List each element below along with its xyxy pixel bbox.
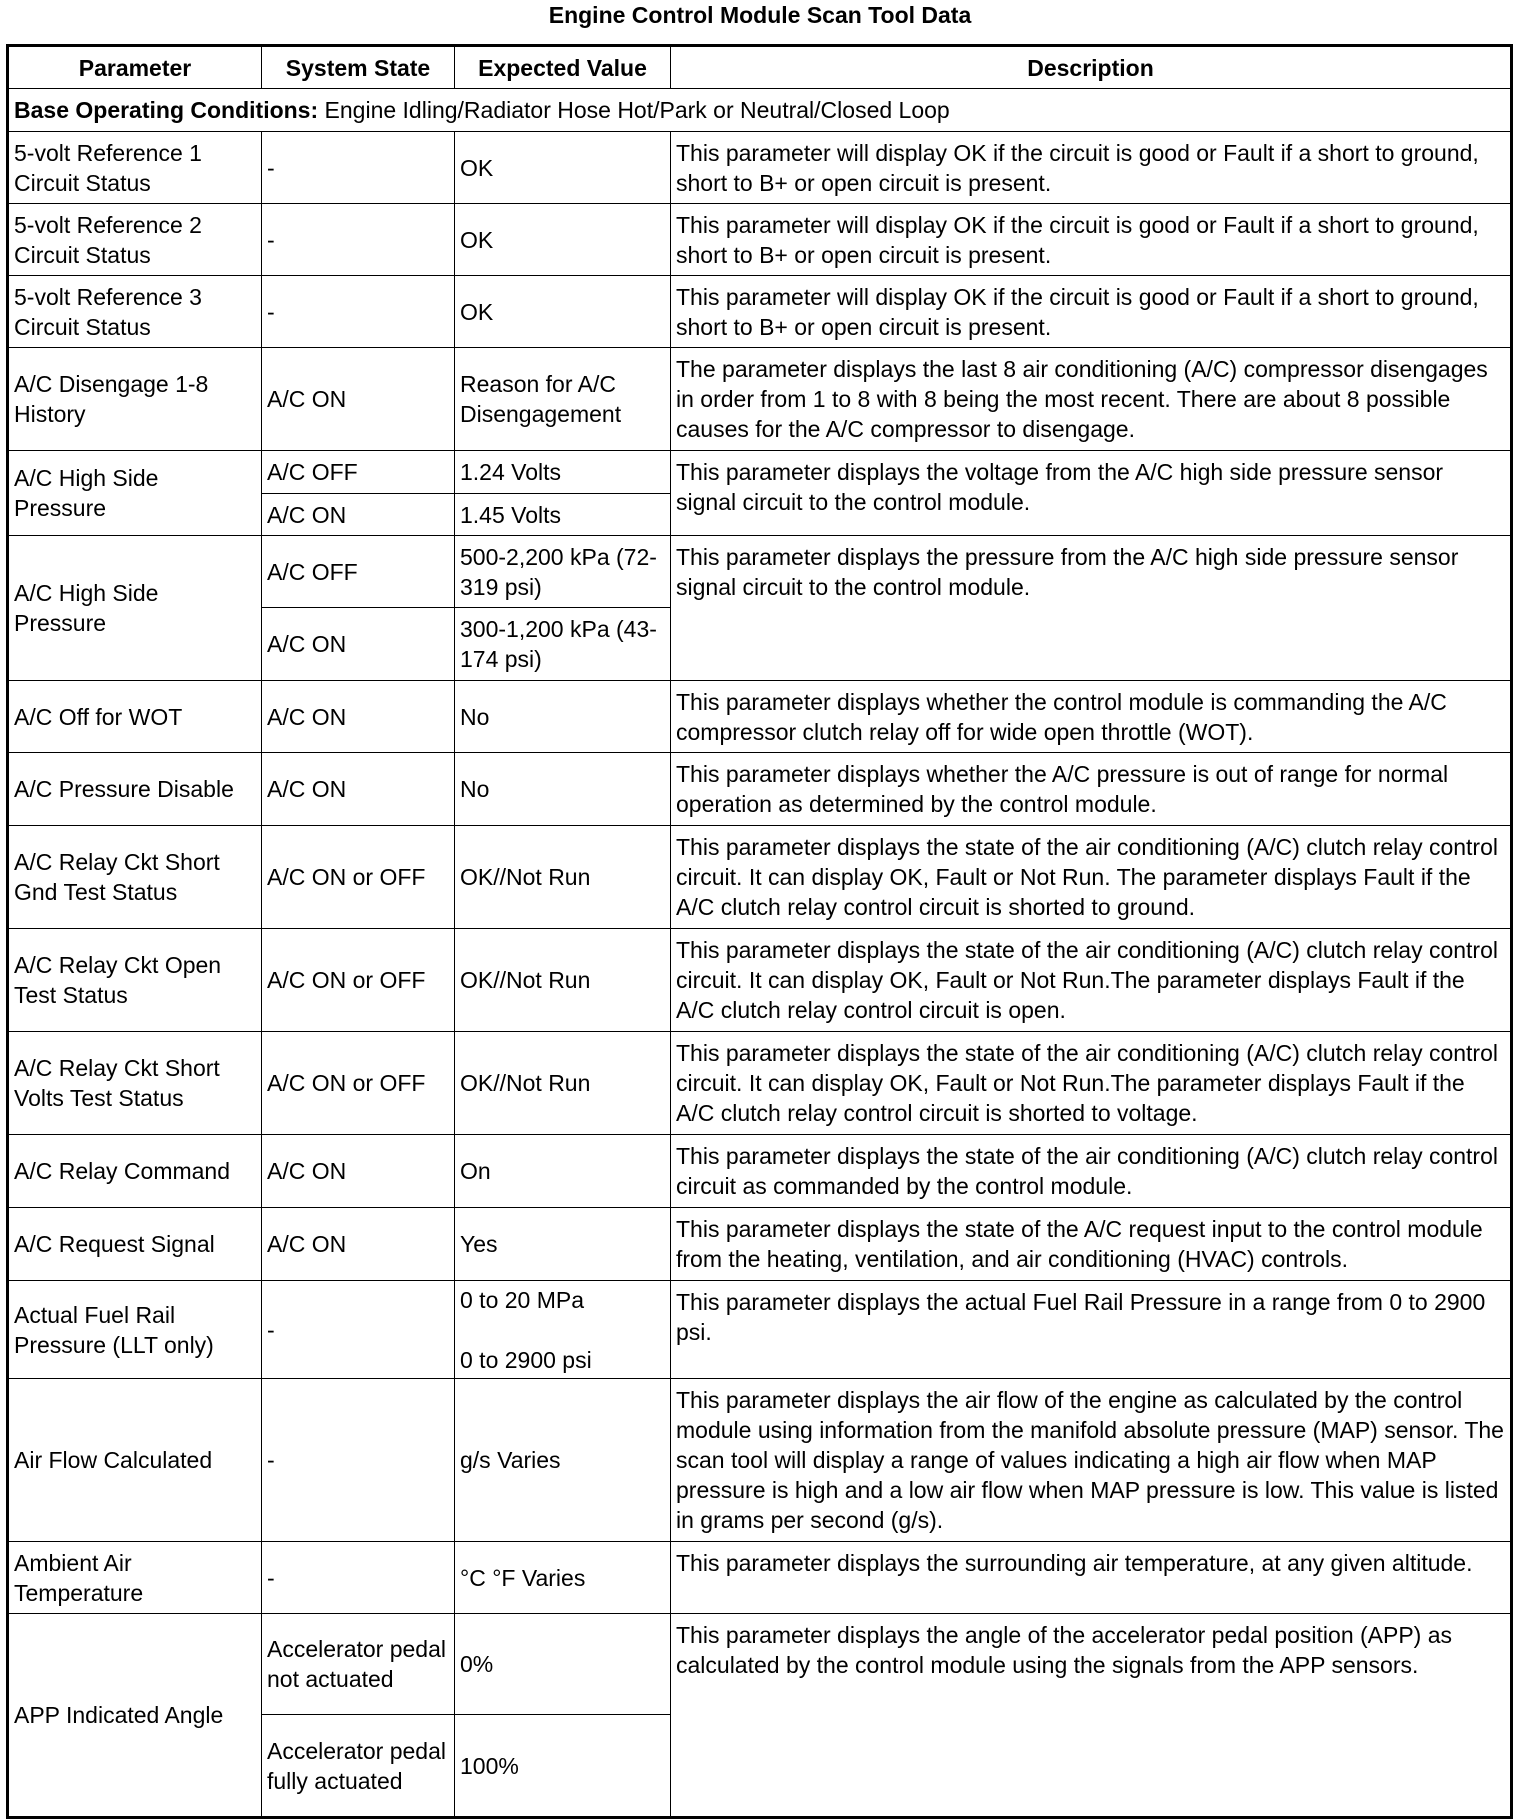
description-cell: This parameter will display OK if the circuit is good or Fault if a short to ground, short to B+ or open circuit is present. xyxy=(671,204,1512,276)
system-state-cell: A/C ON xyxy=(262,1135,455,1208)
parameter-cell: 5-volt Reference 3 Circuit Status xyxy=(8,276,262,348)
table-row xyxy=(8,1542,1512,1614)
table-row xyxy=(8,826,1512,929)
expected-value-cell: 300-1,200 kPa (43-174 psi) xyxy=(455,608,671,681)
table-row xyxy=(8,929,1512,1032)
system-state-cell: Accelerator pedal fully actuated xyxy=(262,1715,455,1818)
base-conditions-text: Engine Idling/Radiator Hose Hot/Park or Neutral/Closed Loop xyxy=(318,97,950,123)
base-conditions-label: Base Operating Conditions: xyxy=(14,97,319,123)
parameter-cell: A/C High Side Pressure xyxy=(8,536,262,681)
system-state-cell: A/C ON or OFF xyxy=(262,1032,455,1135)
description-cell: This parameter displays the state of the air conditioning (A/C) clutch relay control circuit. It can display OK, Fault or Not Run.The parameter displays Fault if the A/C clutch relay control circuit is shorted to voltage. xyxy=(671,1032,1512,1135)
system-state-cell: - xyxy=(262,1542,455,1614)
header-expected-value: Expected Value xyxy=(455,46,671,89)
parameter-cell: 5-volt Reference 2 Circuit Status xyxy=(8,204,262,276)
description-cell: The parameter displays the last 8 air conditioning (A/C) compressor disengages in order from 1 to 8 with 8 being the most recent. There are about 8 possible causes for the A/C compressor to disengage. xyxy=(671,348,1512,451)
expected-value-cell: 1.45 Volts xyxy=(455,494,671,536)
parameter-cell: APP Indicated Angle xyxy=(8,1614,262,1818)
header-description: Description xyxy=(671,46,1512,89)
base-conditions xyxy=(8,89,1512,132)
parameter-cell: A/C Request Signal xyxy=(8,1208,262,1281)
expected-value-cell: g/s Varies xyxy=(455,1379,671,1542)
parameter-cell: A/C High Side Pressure xyxy=(8,451,262,536)
table-row xyxy=(8,132,1512,204)
table-row xyxy=(8,1208,1512,1281)
expected-value-cell: 500-2,200 kPa (72-319 psi) xyxy=(455,536,671,608)
system-state-cell: A/C ON xyxy=(262,494,455,536)
table-row xyxy=(8,1281,1512,1379)
expected-value-cell: No xyxy=(455,681,671,753)
system-state-cell: A/C ON xyxy=(262,608,455,681)
description-cell: This parameter displays the pressure from the A/C high side pressure sensor signal circuit to the control module. xyxy=(671,536,1512,681)
system-state-cell: A/C ON or OFF xyxy=(262,929,455,1032)
expected-value-cell: 0 to 20 MPa 0 to 2900 psi xyxy=(455,1281,671,1379)
system-state-cell: - xyxy=(262,1281,455,1379)
expected-value-cell: Reason for A/C Disengagement xyxy=(455,348,671,451)
expected-value-cell: OK//Not Run xyxy=(455,1032,671,1135)
system-state-cell: - xyxy=(262,204,455,276)
system-state-cell: A/C ON xyxy=(262,348,455,451)
expected-value-cell: Yes xyxy=(455,1208,671,1281)
header-system-state: System State xyxy=(262,46,455,89)
expected-value-cell: 1.24 Volts xyxy=(455,451,671,494)
expected-value-cell: No xyxy=(455,753,671,826)
parameter-cell: A/C Relay Command xyxy=(8,1135,262,1208)
expected-value-cell: OK xyxy=(455,204,671,276)
parameter-cell: A/C Relay Ckt Short Gnd Test Status xyxy=(8,826,262,929)
system-state-cell: Accelerator pedal not actuated xyxy=(262,1614,455,1715)
parameter-cell: A/C Off for WOT xyxy=(8,681,262,753)
description-cell: This parameter will display OK if the circuit is good or Fault if a short to ground, short to B+ or open circuit is present. xyxy=(671,132,1512,204)
system-state-cell: A/C ON or OFF xyxy=(262,826,455,929)
table-row xyxy=(8,348,1512,451)
table-row xyxy=(8,536,1512,608)
system-state-cell: A/C ON xyxy=(262,753,455,826)
scan-tool-data-table xyxy=(6,44,1513,1819)
parameter-cell: A/C Disengage 1-8 History xyxy=(8,348,262,451)
table-row xyxy=(8,753,1512,826)
description-cell: This parameter displays the state of the air conditioning (A/C) clutch relay control circuit. It can display OK, Fault or Not Run.The parameter displays Fault if the A/C clutch relay control circuit is open. xyxy=(671,929,1512,1032)
page-title: Engine Control Module Scan Tool Data xyxy=(548,2,972,28)
system-state-cell: - xyxy=(262,1379,455,1542)
parameter-cell: Ambient Air Temperature xyxy=(8,1542,262,1614)
system-state-cell: A/C OFF xyxy=(262,451,455,494)
system-state-cell: - xyxy=(262,132,455,204)
table-row xyxy=(8,204,1512,276)
base-conditions-row xyxy=(8,89,1512,132)
expected-value-cell: °C °F Varies xyxy=(455,1542,671,1614)
expected-value-cell: 100% xyxy=(455,1715,671,1818)
table-row xyxy=(8,1614,1512,1715)
system-state-cell: A/C ON xyxy=(262,1208,455,1281)
table-row xyxy=(8,276,1512,348)
expected-value-cell: 0% xyxy=(455,1614,671,1715)
parameter-cell: A/C Pressure Disable xyxy=(8,753,262,826)
table-row xyxy=(8,681,1512,753)
system-state-cell: A/C OFF xyxy=(262,536,455,608)
expected-value-cell: OK//Not Run xyxy=(455,826,671,929)
table-row xyxy=(8,1379,1512,1542)
parameter-cell: A/C Relay Ckt Short Volts Test Status xyxy=(8,1032,262,1135)
header-parameter: Parameter xyxy=(8,46,262,89)
header-row xyxy=(8,46,1512,89)
description-cell: This parameter will display OK if the circuit is good or Fault if a short to ground, short to B+ or open circuit is present. xyxy=(671,276,1512,348)
description-cell: This parameter displays the state of the air conditioning (A/C) clutch relay control circuit. It can display OK, Fault or Not Run. The parameter displays Fault if the A/C clutch relay control circuit is shorted to ground. xyxy=(671,826,1512,929)
description-cell: This parameter displays the state of the air conditioning (A/C) clutch relay control circuit as commanded by the control module. xyxy=(671,1135,1512,1208)
table-row xyxy=(8,1135,1512,1208)
description-cell: This parameter displays the air flow of the engine as calculated by the control module using information from the manifold absolute pressure (MAP) sensor. The scan tool will display a range of values indicating a high air flow when MAP pressure is high and a low air flow when MAP pressure is low. This value is listed in grams per second (g/s). xyxy=(671,1379,1512,1542)
parameter-cell: Air Flow Calculated xyxy=(8,1379,262,1542)
parameter-cell: A/C Relay Ckt Open Test Status xyxy=(8,929,262,1032)
description-cell: This parameter displays the actual Fuel Rail Pressure in a range from 0 to 2900 psi. xyxy=(671,1281,1512,1379)
expected-value-cell: OK xyxy=(455,132,671,204)
description-cell: This parameter displays whether the control module is commanding the A/C compressor clutch relay off for wide open throttle (WOT). xyxy=(671,681,1512,753)
table-row xyxy=(8,451,1512,494)
expected-value-cell: OK//Not Run xyxy=(455,929,671,1032)
table-row xyxy=(8,1032,1512,1135)
system-state-cell: - xyxy=(262,276,455,348)
description-cell: This parameter displays the surrounding air temperature, at any given altitude. xyxy=(671,1542,1512,1614)
system-state-cell: A/C ON xyxy=(262,681,455,753)
description-cell: This parameter displays whether the A/C pressure is out of range for normal operation as determined by the control module. xyxy=(671,753,1512,826)
parameter-cell: 5-volt Reference 1 Circuit Status xyxy=(8,132,262,204)
parameter-cell: Actual Fuel Rail Pressure (LLT only) xyxy=(8,1281,262,1379)
description-cell: This parameter displays the angle of the accelerator pedal position (APP) as calculated by the control module using the signals from the APP sensors. xyxy=(671,1614,1512,1818)
description-cell: This parameter displays the voltage from the A/C high side pressure sensor signal circuit to the control module. xyxy=(671,451,1512,536)
expected-value-cell: OK xyxy=(455,276,671,348)
expected-value-cell: On xyxy=(455,1135,671,1208)
description-cell: This parameter displays the state of the A/C request input to the control module from the heating, ventilation, and air conditioning (HVAC) controls. xyxy=(671,1208,1512,1281)
